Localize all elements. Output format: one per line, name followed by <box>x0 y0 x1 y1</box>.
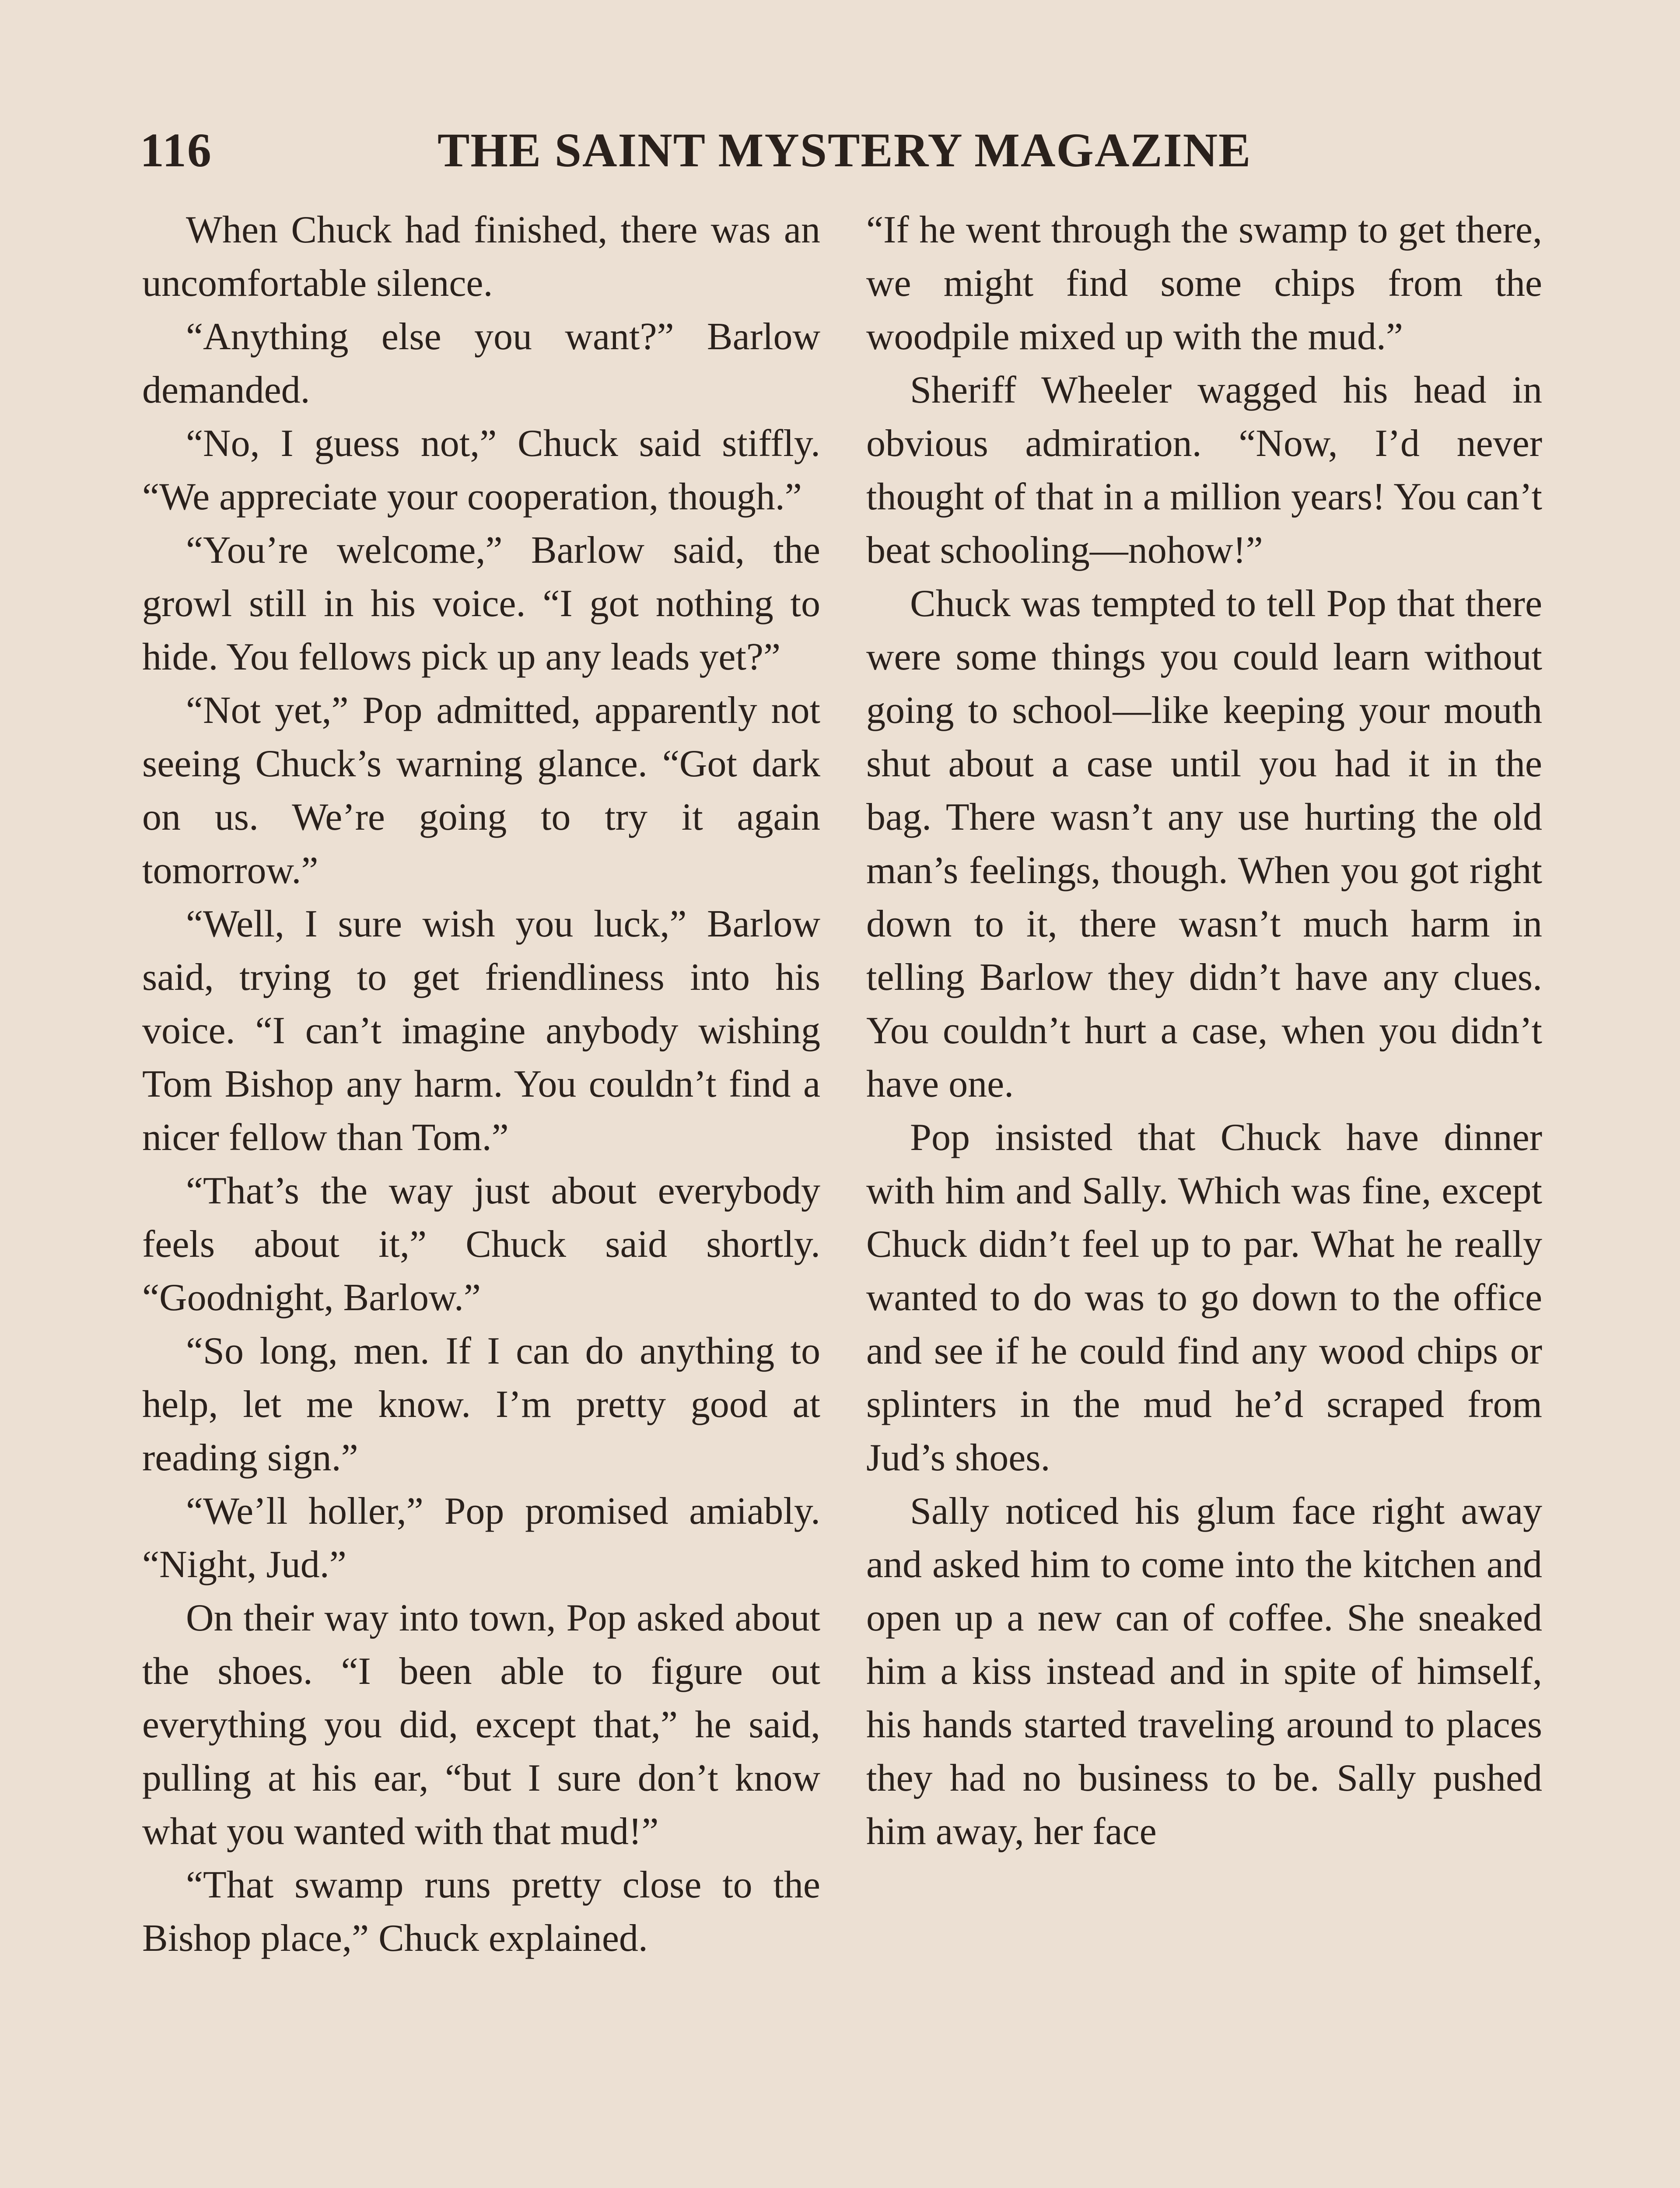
paragraph: Chuck was tempted to tell Pop that there were some things you could learn without going to school—like keeping your mouth shut about a case until you had it in the bag. There wasn’t any use hurting the old man’s feelings, though. When you got right down to it, there wasn’t much harm in telling Barlow they didn’t have any clues. You couldn’t hurt a case, when you didn’t have one. <box>866 582 1542 1105</box>
paragraph: Sheriff Wheeler wagged his head in obvious admiration. “Now, I’d never thought of that in a million years! You can’t beat schooling—nohow!” <box>866 369 1542 572</box>
paragraph: On their way into town, Pop asked about the shoes. “I been able to figure out everything you did, except that,” he said, pulling at his ear, “but I sure don’t know what you wanted with that mud!” <box>142 1597 820 1853</box>
paragraph: Pop insisted that Chuck have dinner with him and Sally. Which was fine, except Chuck didn’t feel up to par. What he really wanted to do was to go down to the office and see if he could find any wood chips or splinters in the mud he’d scraped from Jud’s shoes. <box>866 1116 1542 1479</box>
paragraph: “You’re welcome,” Barlow said, the growl still in his voice. “I got nothing to hide. You fellows pick up any leads yet?” <box>142 529 820 678</box>
paragraph: “Anything else you want?” Barlow demanded. <box>142 316 820 411</box>
paragraph: “Well, I sure wish you luck,” Barlow said, trying to get friendliness into his voice. “I can’t imagine anybody wishing Tom Bishop any harm. You couldn’t find a nicer fellow than Tom.” <box>142 903 820 1159</box>
page-number: 116 <box>140 123 212 177</box>
paragraph: When Chuck had finished, there was an uncomfortable silence. <box>142 209 820 305</box>
paragraph: “We’ll holler,” Pop promised amiably. “Night, Jud.” <box>142 1490 820 1586</box>
paragraph-continued: “If he went through the swamp to get there, we might find some chips from the woodpile mixed up with the mud.” <box>866 209 1542 358</box>
paragraph: “So long, men. If I can do anything to help, let me know. I’m pretty good at reading sign.” <box>142 1330 820 1479</box>
paragraph: “That’s the way just about everybody feels about it,” Chuck said shortly. “Goodnight, Barlow.” <box>142 1170 820 1319</box>
magazine-title: THE SAINT MYSTERY MAGAZINE <box>438 123 1252 177</box>
paragraph: “Not yet,” Pop admitted, apparently not seeing Chuck’s warning glance. “Got dark on us. We’re going to try it again tomorrow.” <box>142 689 820 892</box>
right-column <box>866 203 1542 1858</box>
page-header <box>140 123 1252 184</box>
paragraph: Sally noticed his glum face right away and asked him to come into the kitchen and open up a new can of coffee. She sneaked him a kiss instead and in spite of himself, his hands started traveling around to places they had no business to be. Sally pushed him away, her face <box>866 1490 1542 1853</box>
left-column <box>142 203 820 1965</box>
paragraph: “No, I guess not,” Chuck said stiffly. “We appreciate your cooperation, though.” <box>142 422 820 518</box>
paragraph: “That swamp runs pretty close to the Bishop place,” Chuck explained. <box>142 1864 820 1960</box>
